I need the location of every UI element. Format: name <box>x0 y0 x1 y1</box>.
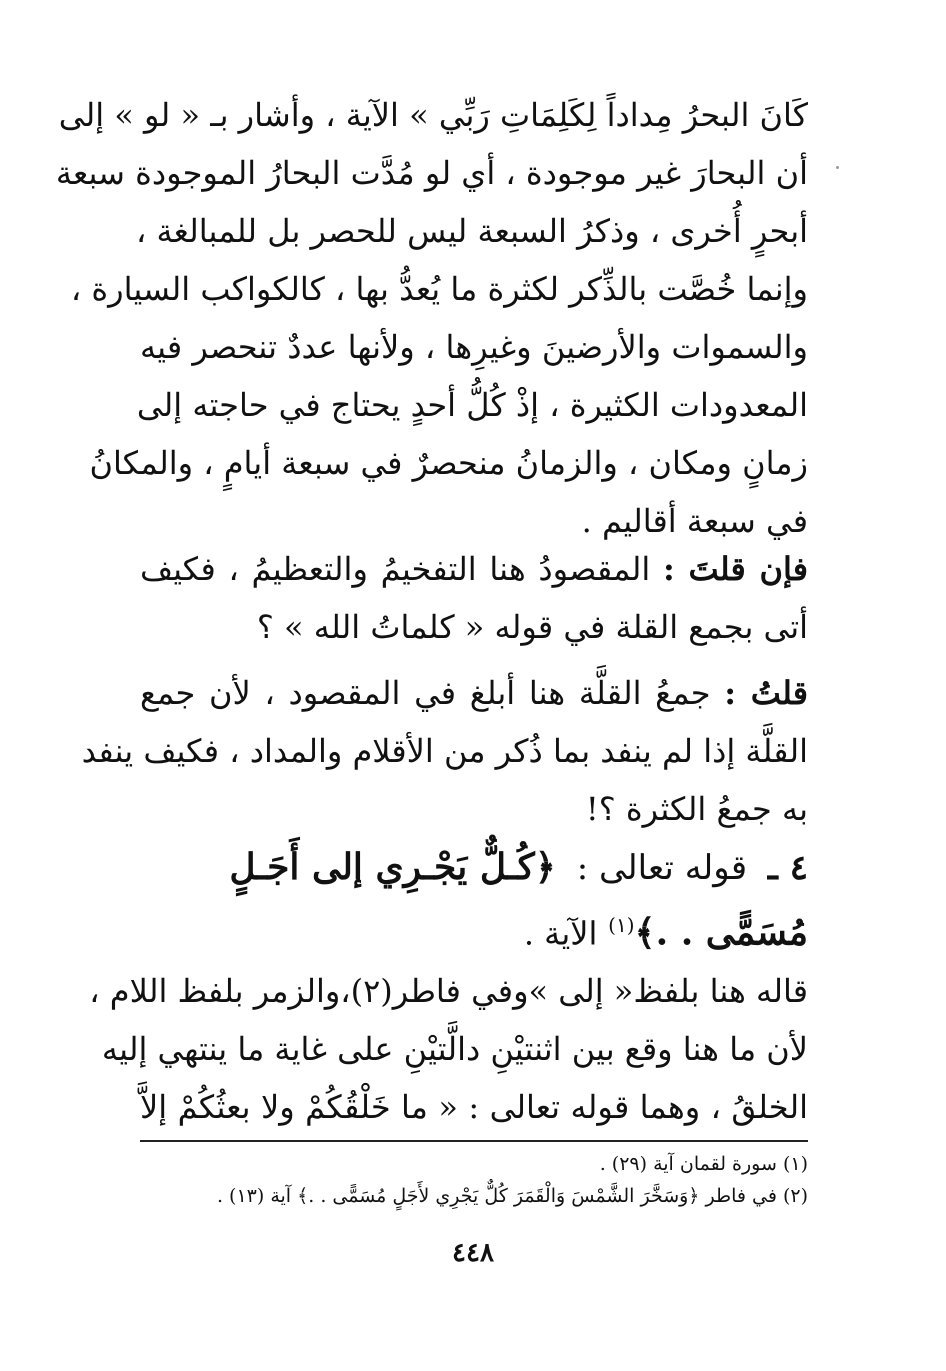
paragraph-1 <box>55 86 808 550</box>
question-lead: فإن قلتَ : <box>662 550 809 588</box>
footnote-2: (٢) في فاطر ﴿وَسَخَّرَ الشَّمْسَ وَالْقَمَرَ كُلٌّ يَجْرِي لأَجَلٍ مُسَمًّى . .﴾ آية (١٣) . <box>216 1185 808 1207</box>
text-line <box>140 664 808 722</box>
text-line: أبحرٍ أُخرى ، وذكرُ السبعة ليس للحصر بل للمبالغة ، <box>135 212 808 250</box>
text-line: والسموات والأرضينَ وغيرِها ، ولأنها عددٌ تنحصر فيه <box>140 328 808 366</box>
verse-text: مُسَمًّى . .﴾ <box>634 911 808 954</box>
text-line: الخلقُ ، وهما قوله تعالى : « ما خَلْقُكُمْ ولا بعثُكُمْ إلاَّ <box>140 1088 808 1126</box>
margin-mark <box>836 166 839 169</box>
text-line <box>140 540 808 598</box>
section-heading-4 <box>140 838 808 954</box>
text-line: قاله هنا بلفظ« إلى »وفي فاطر(٢)،والزمر بلفظ اللام ، <box>89 972 808 1010</box>
text-line: أن البحارَ غير موجودة ، أي لو مُدَّت البحارُ الموجودة سبعة <box>55 154 808 192</box>
text-line: وإنما خُصَّت بالذِّكر لكثرة ما يُعدُّ بها ، كالكواكب السيارة ، <box>70 270 808 308</box>
footnote-ref: (١) <box>608 913 635 937</box>
verse-suffix: الآية . <box>523 914 598 953</box>
line-text: جمعُ القلَّة هنا أبلغ في المقصود ، لأن جمع <box>140 674 711 712</box>
answer-lead: قلتُ : <box>724 674 809 712</box>
page-number: ٤٤٨ <box>452 1238 494 1268</box>
text-line: زمانٍ ومكان ، والزمانُ منحصرٌ في سبعة أيامٍ ، والمكانُ <box>89 444 808 482</box>
section-label: قوله تعالى : <box>576 848 748 888</box>
heading-line <box>140 896 808 954</box>
section-number: ٤ ـ <box>767 848 808 888</box>
text-line: لأن ما هنا وقع بين اثنتيْنِ دالَّتيْنِ على غاية ما ينتهي إليه <box>101 1030 808 1068</box>
paragraph-5 <box>89 962 808 1136</box>
text-line: المعدودات الكثيرة ، إذْ كُلُّ أحدٍ يحتاج في حاجته إلى <box>136 386 808 424</box>
text-line: به جمعُ الكثرة ؟! <box>585 790 808 828</box>
verse-text: ﴿كُـلٌّ يَجْـرِي إلى أَجَـلٍ <box>229 846 556 888</box>
heading-line <box>140 838 808 896</box>
text-line: كَانَ البحرُ مِداداً لِكَلِمَاتِ رَبِّي » الآية ، وأشار بـ « لو » إلى <box>58 96 808 134</box>
footnotes <box>140 1148 808 1212</box>
paragraph-3 <box>81 664 809 838</box>
footnote-1: (١) سورة لقمان آية (٢٩) . <box>599 1153 808 1175</box>
paragraph-2 <box>140 540 808 656</box>
line-text: المقصودُ هنا التفخيمُ والتعظيمُ ، فكيف <box>140 550 651 588</box>
text-line: أتى بجمع القلة في قوله « كلماتُ الله » ؟ <box>256 608 808 646</box>
footnote-divider <box>140 1140 808 1142</box>
text-line: القلَّة إذا لم ينفد بما ذُكر من الأقلام والمداد ، فكيف ينفد <box>81 732 808 770</box>
text-line: في سبعة أقاليم . <box>581 502 808 540</box>
